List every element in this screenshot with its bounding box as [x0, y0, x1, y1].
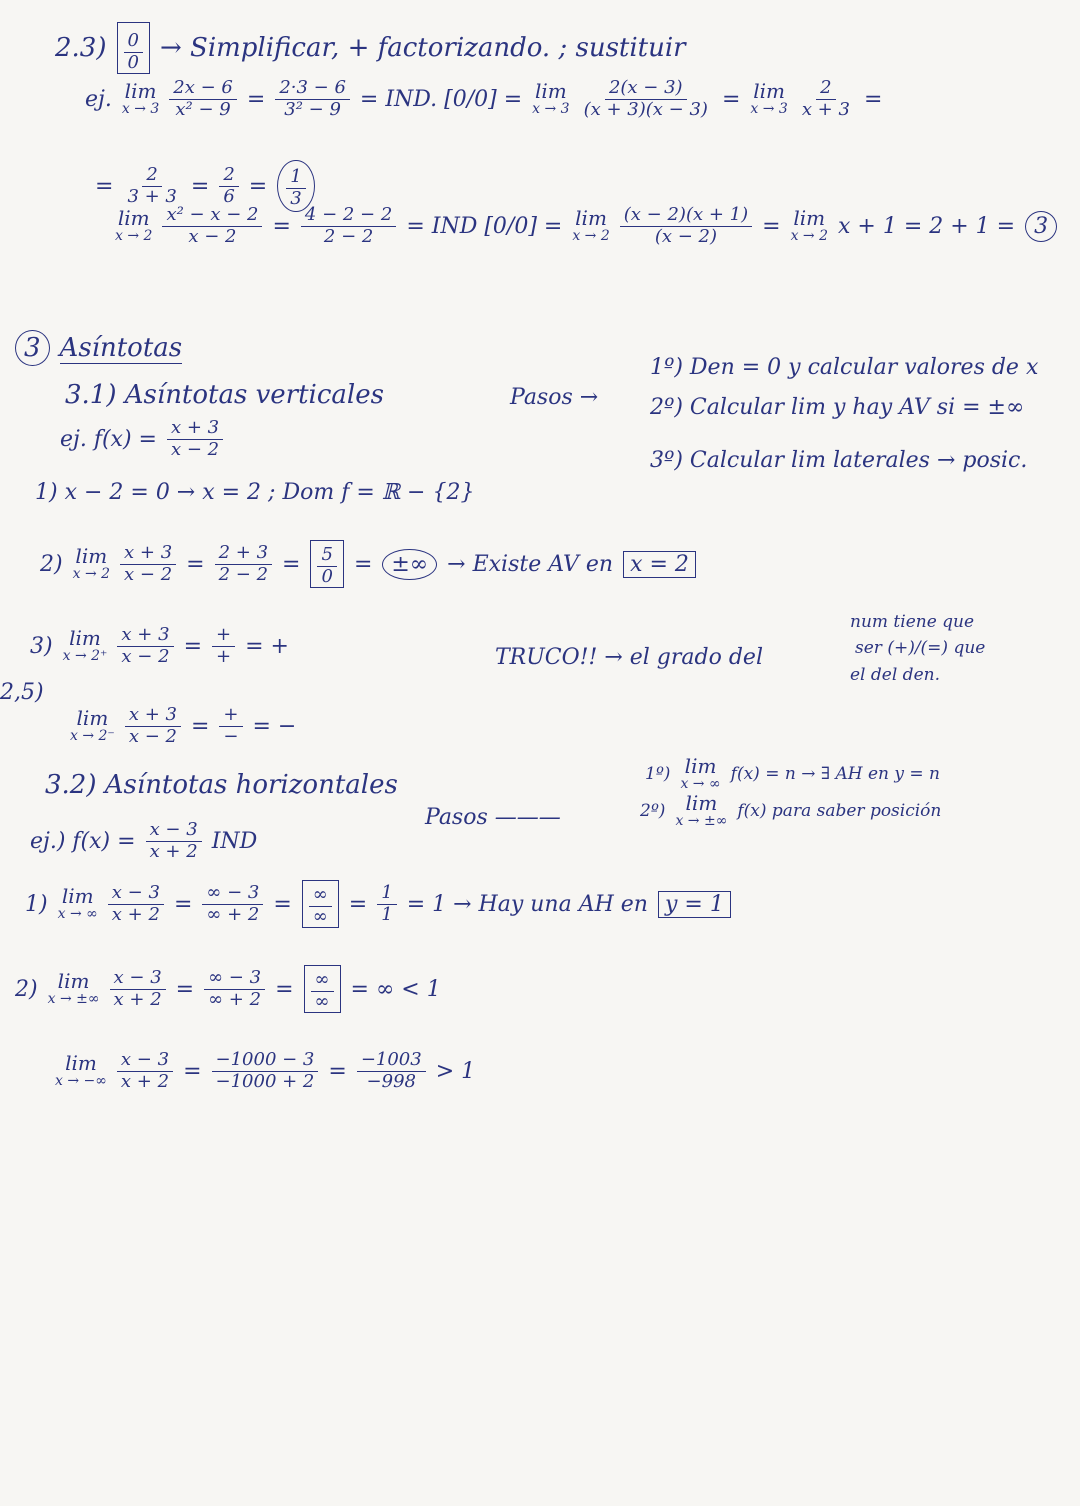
note-line-l16	[25, 880, 731, 928]
numerator: 2x − 6	[169, 78, 237, 100]
text: 3	[1034, 213, 1049, 239]
boxed-result	[304, 965, 341, 1013]
limit	[48, 970, 100, 1007]
note-line-l17	[15, 965, 441, 1013]
denominator: ∞ + 2	[208, 988, 262, 1010]
text: =	[190, 173, 210, 199]
lim-subscript: x → 2	[72, 566, 111, 583]
text: ±∞	[391, 551, 429, 577]
fraction	[357, 1050, 426, 1092]
denominator: 3² − 9	[284, 98, 341, 120]
denominator: 0	[127, 51, 139, 73]
denominator: ∞	[314, 990, 330, 1012]
text: =	[863, 86, 883, 112]
text: 3	[24, 333, 41, 363]
denominator: 0	[321, 565, 333, 587]
text: =	[246, 86, 266, 112]
text: ej.	[85, 86, 112, 112]
denominator: 3 + 3	[127, 185, 177, 207]
text: =	[353, 551, 373, 577]
text: =	[183, 633, 202, 659]
numerator: 2	[142, 165, 161, 187]
text: → Simplificar, + factorizando. ; sustituir	[159, 33, 686, 64]
limit	[791, 207, 828, 244]
fraction	[301, 205, 396, 247]
denominator: x + 3	[801, 98, 850, 120]
lim-subscript: x → 2	[572, 228, 610, 245]
note-line-l6	[65, 380, 384, 410]
numerator: x + 3	[120, 543, 176, 565]
denominator: ∞	[312, 905, 328, 927]
numerator: x + 3	[167, 418, 223, 440]
text: f(x) = n → ∃ AH en y = n	[730, 763, 941, 784]
lim-label: lim	[117, 206, 150, 231]
fraction	[169, 78, 237, 120]
note-line-l14b	[425, 805, 561, 830]
denominator: x + 2	[120, 1070, 170, 1092]
denominator: x − 2	[188, 225, 237, 247]
lim-label: lim	[61, 884, 94, 909]
note-line-l14c	[645, 755, 940, 792]
boxed-result	[302, 880, 339, 928]
note-line-l15	[30, 820, 257, 862]
numerator: −1003	[357, 1050, 426, 1072]
lim-subscript: x → ±∞	[47, 991, 100, 1008]
text: =	[190, 713, 210, 739]
text: =	[175, 976, 195, 1002]
denominator: (x − 2)	[654, 225, 718, 247]
text: 3.1) Asíntotas verticales	[65, 380, 384, 410]
numerator: 2	[816, 78, 835, 100]
denominator: −998	[366, 1070, 416, 1092]
lim-label: lim	[69, 626, 101, 651]
circled-result	[15, 330, 50, 366]
numerator: 5	[317, 545, 336, 567]
numerator: 1	[377, 883, 396, 905]
denominator: ∞ + 2	[206, 903, 260, 925]
lim-label: lim	[65, 1051, 97, 1076]
limit	[680, 755, 720, 792]
denominator: 1	[381, 903, 393, 925]
text: 1)	[25, 891, 48, 917]
text: 2,5)	[0, 680, 44, 705]
text: ej. f(x) =	[60, 426, 157, 452]
text: =	[762, 213, 781, 239]
circled-result	[1025, 211, 1057, 242]
numerator: x − 3	[146, 820, 202, 842]
text: 1) x − 2 = 0 → x = 2 ; Dom f = ℝ − {2}	[35, 480, 475, 505]
text: 1º) Den = 0 y calcular valores de x	[650, 355, 1039, 380]
text: TRUCO!! → el grado del	[495, 645, 763, 670]
fraction	[212, 625, 235, 667]
text: x + 1 = 2 + 1 =	[838, 213, 1016, 239]
numerator: +	[212, 625, 235, 647]
text: =	[282, 551, 301, 577]
denominator: −	[223, 725, 239, 747]
fraction	[125, 705, 181, 747]
limit	[115, 207, 152, 244]
note-line-l2	[85, 78, 882, 120]
numerator: x + 3	[125, 705, 181, 727]
lim-subscript: x → 3	[750, 101, 788, 118]
text: 2.3)	[55, 33, 107, 64]
fraction	[620, 205, 752, 247]
fraction	[219, 165, 238, 207]
text: num tiene que	[850, 612, 975, 632]
fraction	[215, 543, 272, 585]
numerator: ∞	[311, 970, 334, 992]
numerator: 2 + 3	[215, 543, 272, 565]
denominator: x − 2	[170, 438, 220, 460]
denominator: x − 2	[124, 563, 173, 585]
note-line-l9	[35, 480, 474, 505]
text: x = 2	[630, 551, 689, 577]
fraction	[212, 1050, 319, 1092]
numerator: 2	[219, 165, 238, 187]
lim-subscript: x → 2⁺	[62, 648, 108, 665]
numerator: (x − 2)(x + 1)	[620, 205, 752, 227]
text: = IND. [0/0] =	[359, 86, 523, 112]
note-line-l14	[45, 770, 398, 800]
text: IND	[211, 828, 258, 854]
text: =	[328, 1058, 347, 1084]
lim-subscript: x → 2⁻	[70, 728, 115, 745]
denominator: (x + 3)(x − 3)	[583, 98, 708, 120]
note-line-l6b	[510, 385, 598, 410]
text: 1º)	[645, 763, 671, 784]
denominator: 6	[223, 185, 235, 207]
fraction	[110, 968, 166, 1010]
text: f(x) para saber posición	[737, 800, 942, 821]
numerator: x² − x − 2	[162, 205, 262, 227]
note-line-l13b	[850, 612, 974, 632]
limit	[70, 707, 115, 744]
fraction	[309, 885, 332, 927]
note-line-l11b	[0, 680, 44, 705]
note-line-l13d	[850, 665, 940, 685]
limit	[750, 80, 787, 117]
lim-label: lim	[534, 79, 567, 104]
limit	[58, 885, 98, 922]
limit	[55, 1052, 107, 1089]
limit	[122, 80, 159, 117]
text: =	[721, 86, 741, 112]
numerator: x − 3	[108, 883, 164, 905]
boxed-result	[623, 551, 696, 578]
lim-label: lim	[124, 79, 157, 104]
fraction	[124, 31, 143, 73]
circled-result	[382, 549, 437, 580]
note-line-l14d	[640, 792, 941, 829]
lim-subscript: x → ∞	[57, 906, 98, 923]
fraction	[580, 78, 712, 120]
text: Pasos ———	[425, 805, 561, 830]
lim-subscript: x → 2	[790, 228, 828, 245]
limit	[532, 80, 569, 117]
text: = −	[252, 713, 297, 739]
denominator: x − 2	[128, 725, 177, 747]
limit	[572, 207, 609, 244]
lim-subscript: x → ∞	[680, 776, 721, 792]
text: =	[273, 891, 292, 917]
text: 3.2) Asíntotas horizontales	[45, 770, 398, 800]
boxed-result	[658, 891, 731, 918]
text: =	[272, 213, 291, 239]
lim-subscript: x → 2	[115, 228, 153, 245]
fraction	[317, 545, 336, 587]
limit	[675, 792, 727, 829]
fraction	[286, 167, 305, 209]
note-line-l1	[55, 22, 686, 74]
boxed-result	[310, 540, 343, 588]
text: =	[95, 173, 114, 199]
text: 2)	[15, 976, 38, 1002]
denominator: x + 2	[111, 903, 160, 925]
fraction	[117, 625, 173, 667]
denominator: x + 2	[113, 988, 162, 1010]
note-line-l12	[70, 705, 296, 747]
note-line-l5	[15, 330, 182, 366]
fraction	[377, 883, 396, 925]
note-line-l10	[40, 540, 696, 588]
numerator: x − 3	[110, 968, 166, 990]
numerator: x − 3	[117, 1050, 173, 1072]
boxed-result	[117, 22, 150, 74]
numerator: −1000 − 3	[212, 1050, 319, 1072]
lim-label: lim	[753, 79, 785, 104]
fraction	[108, 883, 164, 925]
fraction	[798, 78, 854, 120]
fraction	[204, 968, 265, 1010]
text: = IND [0/0] =	[406, 213, 563, 239]
lim-label: lim	[684, 754, 717, 778]
denominator: x² − 9	[175, 98, 231, 120]
denominator: 2 − 2	[323, 225, 374, 247]
lim-label: lim	[793, 206, 826, 231]
fraction	[275, 78, 350, 120]
text: ser (+)/(=) que	[855, 638, 986, 658]
lim-label: lim	[75, 544, 108, 569]
denominator: x − 2	[121, 645, 170, 667]
text: =	[348, 891, 368, 917]
text: → Existe AV en	[447, 551, 614, 577]
note-line-l4	[115, 205, 1057, 247]
denominator: x + 2	[149, 840, 198, 862]
fraction	[120, 543, 176, 585]
numerator: ∞	[309, 885, 332, 907]
numerator: 1	[286, 167, 305, 189]
text: > 1	[435, 1058, 476, 1084]
lim-subscript: x → −∞	[55, 1073, 107, 1090]
denominator: 2 − 2	[218, 563, 269, 585]
text: 2º) Calcular lim y hay AV si = ±∞	[650, 395, 1025, 420]
numerator: 2·3 − 6	[275, 78, 350, 100]
fraction	[202, 883, 263, 925]
fraction	[146, 820, 202, 862]
text: 2)	[40, 551, 63, 577]
lim-label: lim	[57, 969, 90, 994]
fraction	[123, 165, 180, 207]
note-line-l7c	[650, 448, 1027, 473]
fraction	[167, 418, 223, 460]
text: =	[248, 173, 268, 199]
numerator: 4 − 2 − 2	[301, 205, 396, 227]
fraction	[219, 705, 242, 747]
fraction	[311, 970, 334, 1012]
note-line-l18	[55, 1050, 475, 1092]
text: =	[186, 551, 205, 577]
text: =	[275, 976, 294, 1002]
text: 3º) Calcular lim laterales → posic.	[650, 448, 1028, 473]
note-line-l7a	[650, 355, 1038, 380]
denominator: 3	[290, 187, 302, 209]
numerator: ∞ − 3	[204, 968, 265, 990]
fraction	[162, 205, 262, 247]
note-line-l11	[30, 625, 289, 667]
denominator: +	[216, 645, 232, 667]
text: Pasos →	[510, 385, 599, 410]
numerator: 2(x − 3)	[605, 78, 687, 100]
fraction	[117, 1050, 173, 1092]
text: el del den.	[850, 665, 940, 685]
text: =	[183, 1058, 202, 1084]
note-line-l13c	[855, 638, 985, 658]
limit	[63, 627, 108, 664]
denominator: −1000 + 2	[215, 1070, 315, 1092]
lim-subscript: x → 3	[532, 101, 570, 118]
lim-subscript: x → 3	[121, 101, 160, 118]
text: =	[173, 891, 193, 917]
lim-label: lim	[685, 791, 718, 815]
note-line-l8	[60, 418, 223, 460]
lim-label: lim	[76, 706, 109, 731]
text: y = 1	[664, 891, 724, 917]
text: = ∞ < 1	[350, 976, 441, 1002]
note-line-l7b	[650, 395, 1024, 420]
text: = +	[245, 633, 289, 659]
heading-text: Asíntotas	[59, 332, 183, 363]
text: 2º)	[640, 800, 666, 821]
limit	[73, 545, 110, 582]
numerator: x + 3	[117, 625, 173, 647]
lim-label: lim	[575, 206, 607, 231]
note-line-l13a	[495, 645, 763, 670]
text: = 1 → Hay una AH en	[406, 891, 648, 917]
lim-subscript: x → ±∞	[675, 813, 728, 829]
numerator: ∞ − 3	[202, 883, 263, 905]
text: 3)	[30, 633, 53, 659]
text: ej.) f(x) =	[30, 828, 136, 854]
numerator: 0	[124, 31, 143, 53]
numerator: +	[219, 705, 242, 727]
